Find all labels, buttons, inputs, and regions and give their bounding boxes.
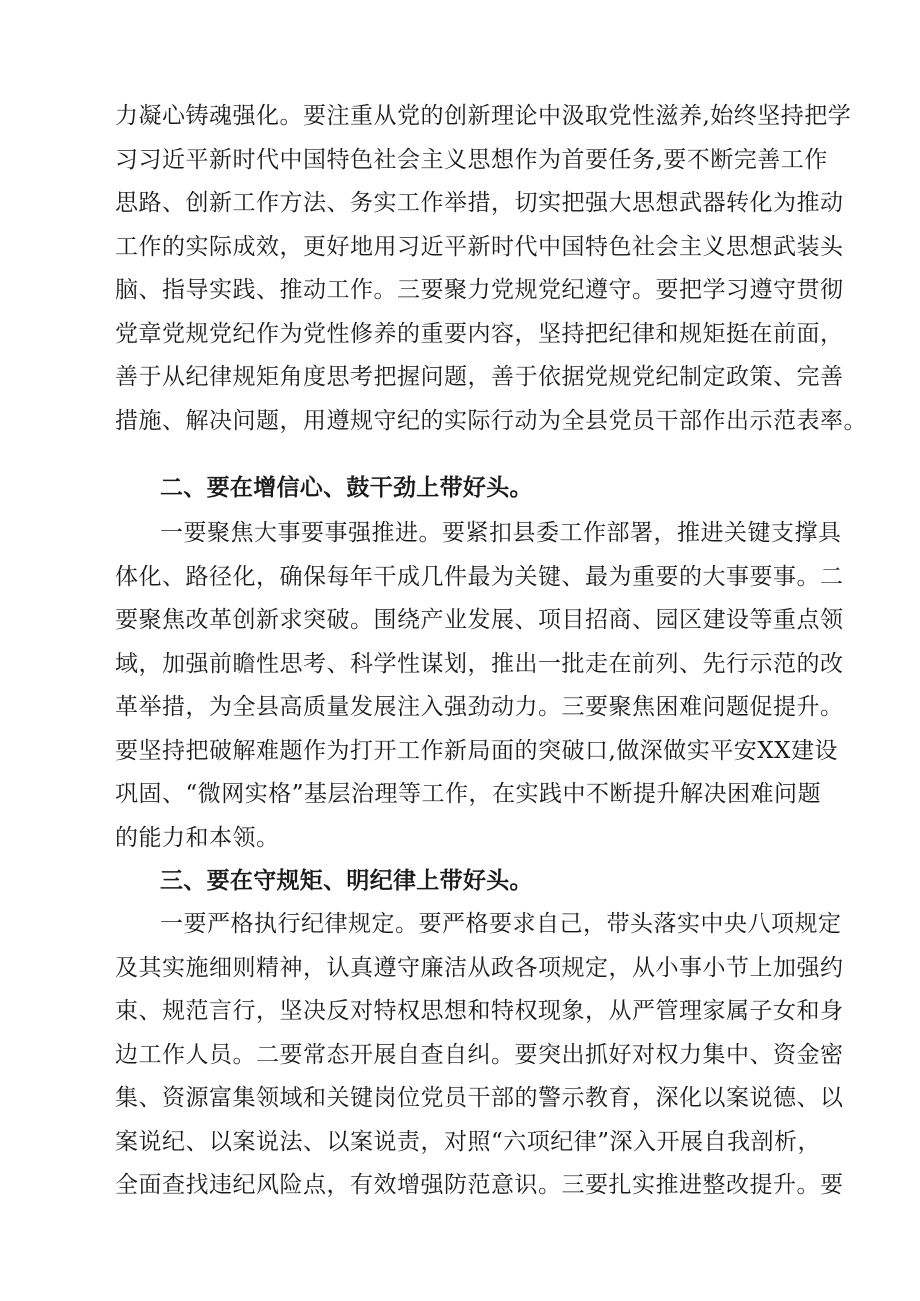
paragraph-3-line-6: 案说纪、以案说法、以案说责，对照“六项纪律”深入开展自我剖析， <box>115 1129 822 1155</box>
paragraph-1-line-6: 党章党规党纪作为党性修养的重要内容，坚持把纪律和规矩挺在前面， <box>115 321 844 347</box>
paragraph-1-line-2: 习习近平新时代中国特色社会主义思想作为首要任务,要不断完善工作 <box>115 147 828 173</box>
paragraph-3-line-2: 及其实施细则精神，认真遵守廉洁从政各项规定，从小事小节上加强约 <box>115 955 844 981</box>
paragraph-1-line-8: 措施、解决问题，用遵规守纪的实际行动为全县党员干部作出示范表率。 <box>115 408 867 434</box>
section-heading-2: 二、要在增信心、鼓干劲上带好头。 <box>160 475 533 501</box>
paragraph-1-line-5: 脑、指导实践、推动工作。三要聚力党规党纪遵守。要把学习遵守贯彻 <box>115 277 844 303</box>
paragraph-2-line-3: 要聚焦改革创新求突破。围绕产业发展、项目招商、园区建设等重点领 <box>115 607 844 633</box>
paragraph-1-line-1: 力凝心铸魂强化。要注重从党的创新理论中汲取党性滋养,始终坚持把学 <box>115 103 852 129</box>
paragraph-3-line-7: 全面查找违纪风险点，有效增强防范意识。三要扎实推进整改提升。要 <box>115 1172 844 1198</box>
paragraph-2-line-6: 要坚持把破解难题作为打开工作新局面的突破口,做深做实平安XX建设 <box>115 738 839 764</box>
paragraph-3-line-3: 束、规范言行，坚决反对特权思想和特权现象，从严管理家属子女和身 <box>115 998 844 1024</box>
paragraph-2-line-4: 域，加强前瞻性思考、科学性谋划，推出一批走在前列、先行示范的改 <box>115 651 844 677</box>
paragraph-2-line-2: 体化、路径化，确保每年干成几件最为关键、最为重要的大事要事。二 <box>115 564 844 590</box>
paragraph-1-line-4: 工作的实际成效，更好地用习近平新时代中国特色社会主义思想武装头 <box>115 234 844 260</box>
paragraph-3-line-4: 边工作人员。二要常态开展自查自纠。要突出抓好对权力集中、资金密 <box>115 1042 844 1068</box>
paragraph-2-line-1: 一要聚焦大事要事强推进。要紧扣县委工作部署，推进关键支撑具 <box>160 520 842 546</box>
paragraph-2-line-8: 的能力和本领。 <box>115 825 280 851</box>
paragraph-2-line-5: 革举措，为全县高质量发展注入强劲动力。三要聚焦困难问题促提升。 <box>115 694 844 720</box>
paragraph-1-line-3: 思路、创新工作方法、务实工作举措，切实把强大思想武器转化为推动 <box>115 190 844 216</box>
paragraph-3-line-5: 集、资源富集领域和关键岗位党员干部的警示教育，深化以案说德、以 <box>115 1085 844 1111</box>
paragraph-1-line-7: 善于从纪律规矩角度思考把握问题，善于依据党规党纪制定政策、完善 <box>115 364 844 390</box>
paragraph-3-line-1: 一要严格执行纪律规定。要严格要求自己，带头落实中央八项规定 <box>160 911 842 937</box>
section-heading-3: 三、要在守规矩、明纪律上带好头。 <box>160 868 533 894</box>
paragraph-2-line-7: 巩固、“微网实格”基层治理等工作，在实践中不断提升解决困难问题 <box>115 781 822 807</box>
